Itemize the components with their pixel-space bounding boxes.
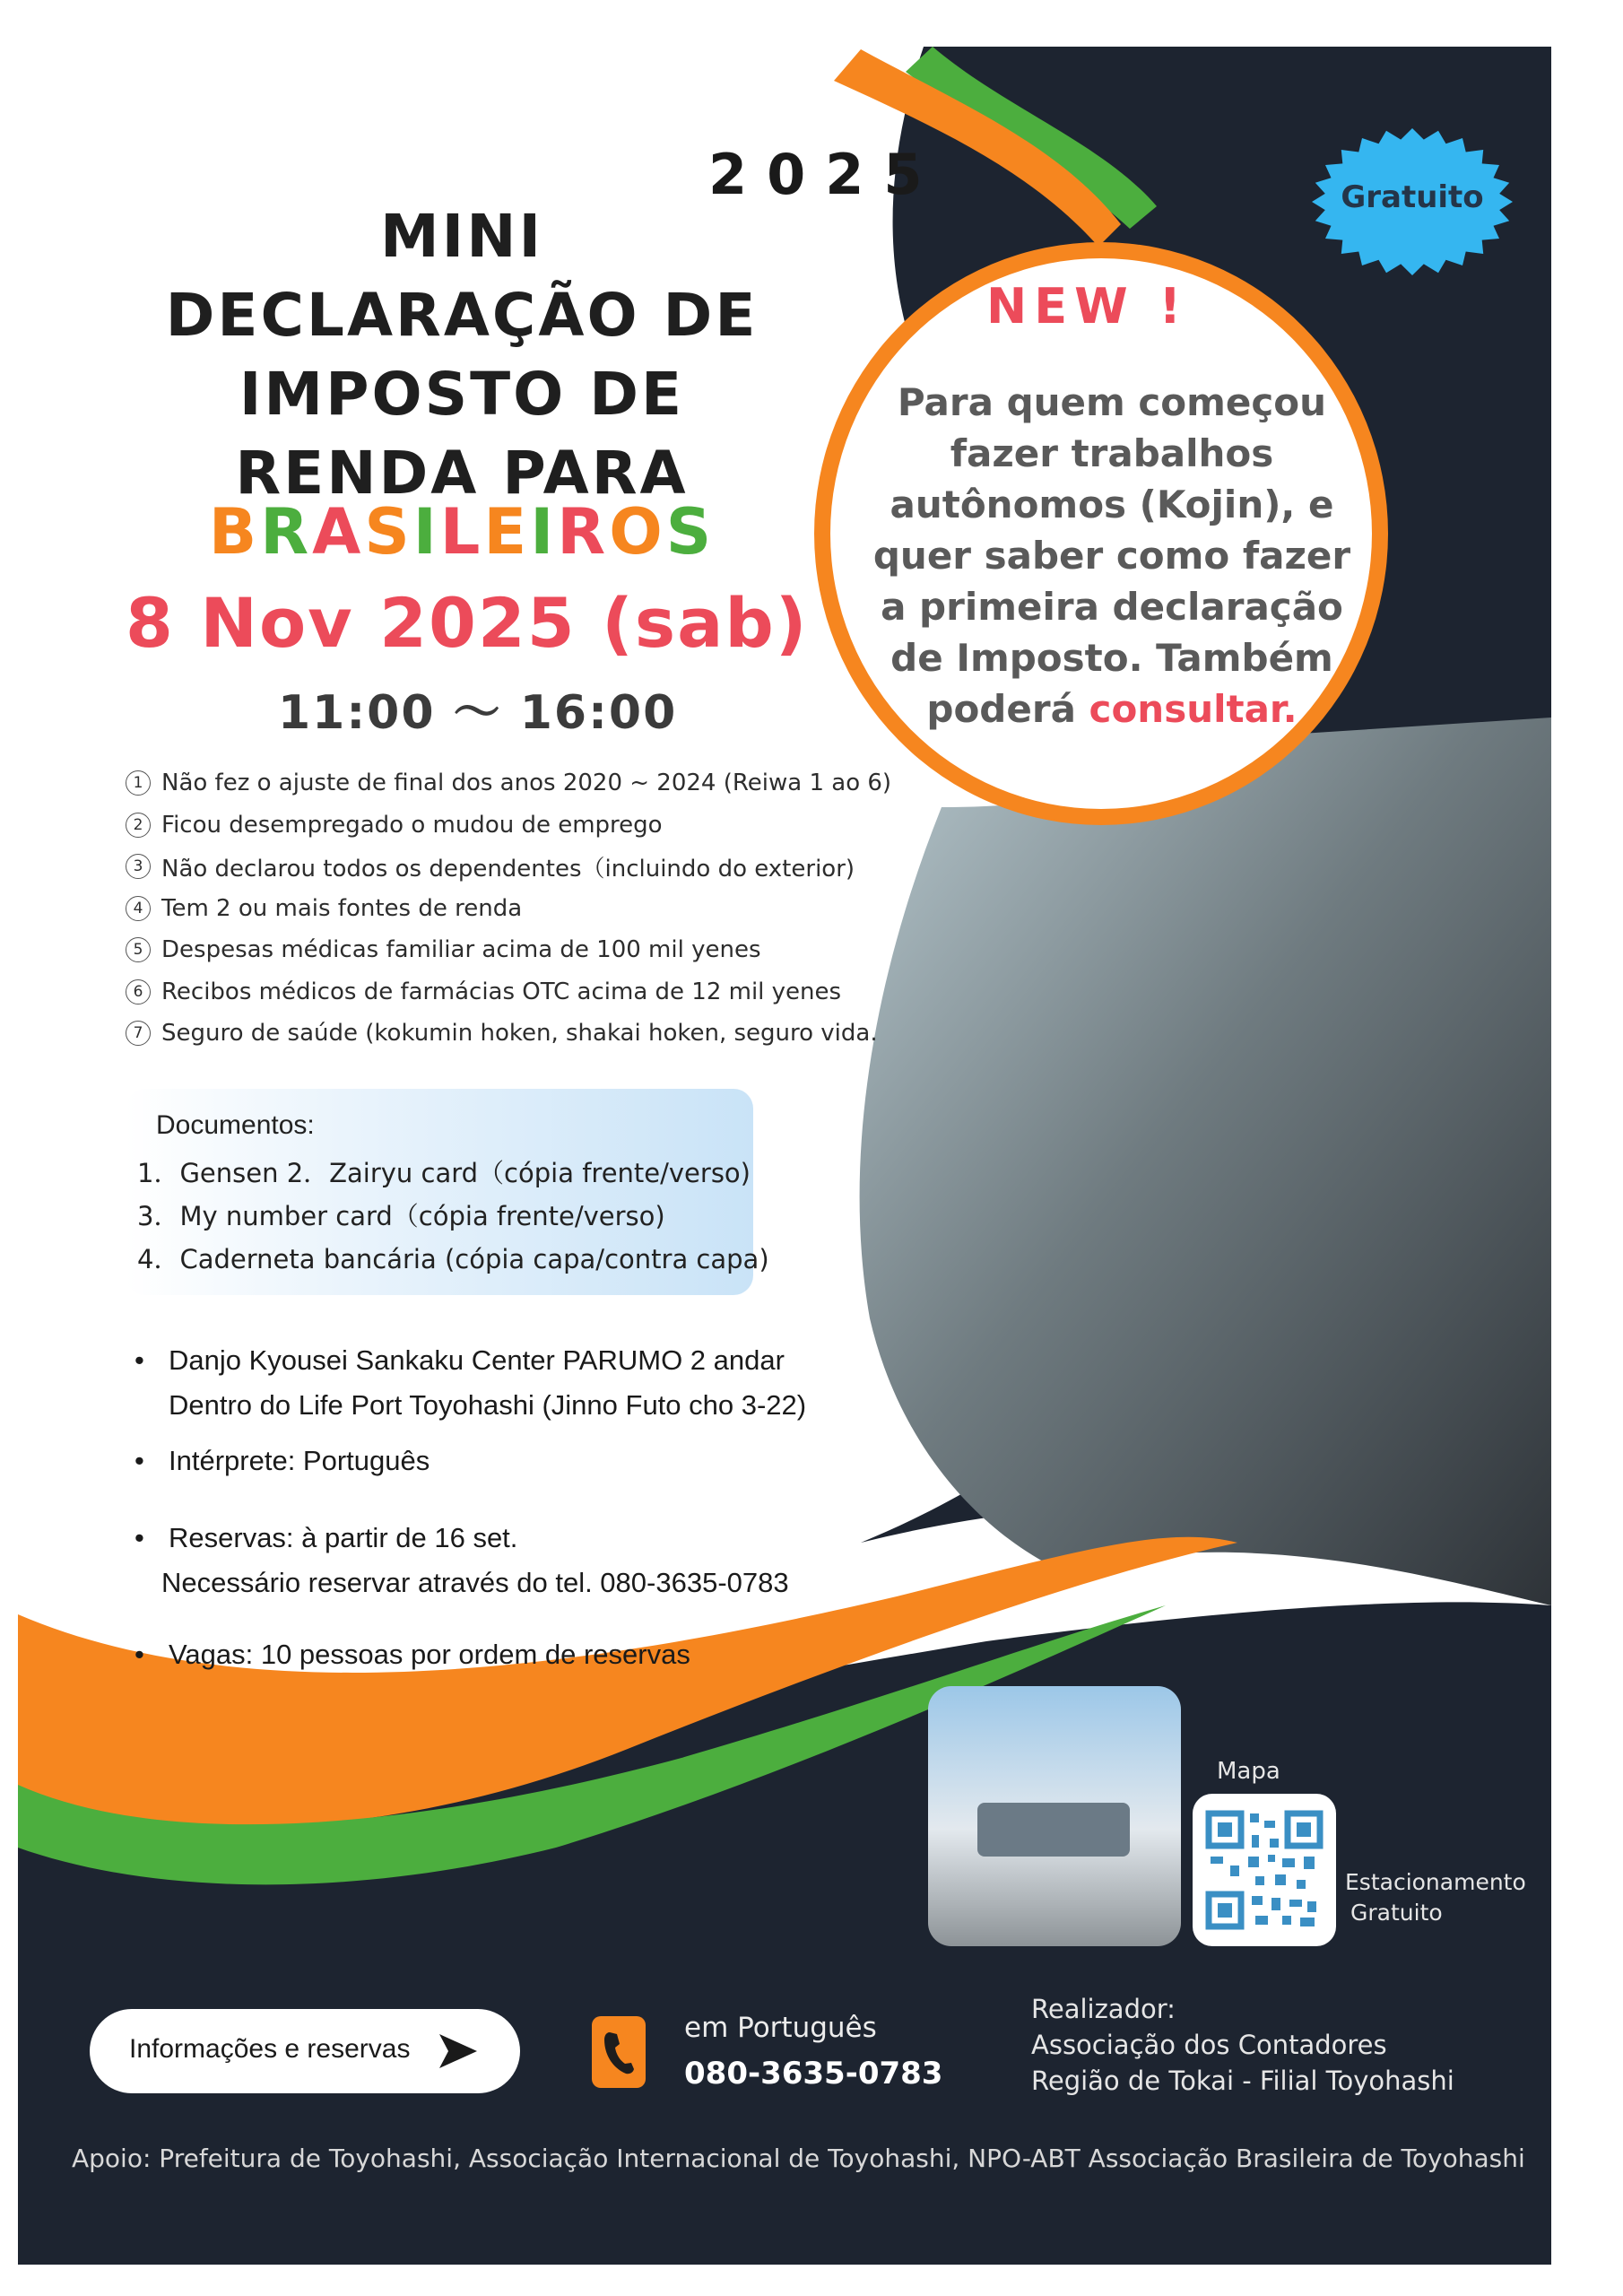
phone-icon[interactable] — [592, 2016, 646, 2088]
parking-line2: Gratuito — [1350, 1900, 1443, 1926]
highlight-letter: I — [412, 495, 440, 569]
organizer-line2: Região de Tokai - Filial Toyohashi — [1031, 2066, 1454, 2096]
year: 2025 — [708, 142, 942, 207]
main-title — [135, 197, 789, 513]
organizer-line1: Associação dos Contadores — [1031, 2030, 1387, 2060]
callout-line: Para quem começou — [897, 380, 1327, 424]
condition-item — [126, 929, 843, 971]
info-button-label: Informações e reservas — [129, 2034, 411, 2064]
documents-list — [137, 1153, 769, 1283]
title-highlight-brasileiros — [135, 495, 789, 569]
condition-item — [126, 846, 855, 888]
info-vagas — [135, 1632, 924, 1677]
consultation-photo — [860, 718, 1551, 1605]
bullet: • — [135, 1344, 144, 1376]
document-item: 3．My number card（cópia frente/verso) — [137, 1201, 665, 1231]
highlight-letter: A — [312, 495, 365, 569]
location-line1: Danjo Kyousei Sankaku Center PARUMO 2 andar — [169, 1344, 785, 1376]
callout-line: de Imposto. Também — [890, 636, 1333, 680]
new-label: NEW ! — [986, 278, 1189, 335]
title-line: RENDA PARA — [235, 439, 689, 508]
interpreter: Intérprete: Português — [169, 1445, 430, 1476]
support-text: Apoio: Prefeitura de Toyohashi, Associação Internacional de Toyohashi, NPO-ABT Associação Brasileira de Toyohashi — [72, 2144, 1525, 2173]
vagas: Vagas: 10 pessoas por ordem de reservas — [169, 1639, 690, 1670]
location-line2: Dentro do Life Port Toyohashi (Jinno Futo cho 3-22) — [169, 1389, 807, 1421]
parking-line1: Estacionamento — [1345, 1869, 1526, 1895]
condition-number: 4 — [126, 896, 151, 921]
condition-text: Não declarou todos os dependentes（incluindo do exterior) — [161, 855, 855, 883]
condition-item — [126, 888, 843, 930]
title-line: IMPOSTO DE — [239, 360, 685, 429]
condition-text: Ficou desempregado o mudou de emprego — [161, 811, 663, 839]
document-item: 1．Gensen 2．Zairyu card（cópia frente/verso) — [137, 1158, 751, 1188]
documents-box — [126, 1089, 769, 1295]
organizer-label: Realizador: — [1031, 1994, 1176, 2024]
info-location — [135, 1338, 924, 1428]
highlight-letter: S — [665, 495, 716, 569]
bullet: • — [135, 1639, 144, 1670]
highlight-letter: B — [208, 495, 261, 569]
condition-number: 2 — [126, 813, 151, 838]
callout-line: a primeira declaração — [881, 585, 1343, 629]
callout-line: autônomos (Kojin), e — [890, 483, 1334, 526]
condition-number: 7 — [126, 1021, 151, 1046]
condition-item — [126, 804, 843, 847]
condition-text: Seguro de saúde (kokumin hoken, shakai hoken, seguro vida. — [161, 1020, 878, 1048]
highlight-letter: O — [609, 495, 666, 569]
arrow-right-icon — [438, 2032, 479, 2070]
event-time: 11:00 ～ 16:00 — [278, 686, 678, 740]
condition-item — [126, 762, 892, 804]
condition-text: Recibos médicos de farmácias OTC acima de 12 mil yenes — [161, 978, 842, 1005]
organizer — [1031, 1991, 1454, 2099]
reservas-line2: Necessário reservar através do tel. 080-3635-0783 — [161, 1567, 789, 1598]
highlight-letter: S — [364, 495, 413, 569]
condition-text: Tem 2 ou mais fontes de renda — [161, 894, 523, 922]
parking-info — [1345, 1867, 1526, 1928]
contact-language: em Português — [684, 2012, 877, 2044]
info-interpreter — [135, 1439, 924, 1483]
event-date: 8 Nov 2025 (sab) — [126, 583, 809, 663]
highlight-letter: R — [557, 495, 610, 569]
documents-heading: Documentos: — [156, 1110, 315, 1140]
highlight-letter: R — [260, 495, 313, 569]
campus-building — [977, 1803, 1130, 1857]
callout-line: quer saber como fazer — [872, 534, 1351, 578]
bullet: • — [135, 1522, 144, 1553]
info-reservations-button[interactable] — [90, 2009, 520, 2093]
phone-number[interactable]: 080-3635-0783 — [684, 2056, 943, 2092]
highlight-letter: E — [483, 495, 531, 569]
qr-pattern — [1193, 1794, 1336, 1946]
condition-number: 3 — [126, 854, 151, 879]
title-line: MINI — [379, 202, 544, 271]
condition-number: 5 — [126, 937, 151, 962]
qr-code-icon[interactable] — [1193, 1794, 1336, 1946]
callout-line-last — [861, 683, 1363, 735]
condition-item — [126, 971, 843, 1013]
title-line: DECLARAÇÃO DE — [165, 281, 759, 350]
condition-text: Não fez o ajuste de final dos anos 2020 ~ 2024 (Reiwa 1 ao 6) — [161, 770, 892, 797]
callout-highlight: consultar. — [1089, 687, 1298, 731]
document-item: 4．Caderneta bancária (cópia capa/contra capa) — [137, 1244, 769, 1274]
callout-last-word: poderá — [926, 687, 1076, 731]
highlight-letter: I — [530, 495, 558, 569]
highlight-letter: L — [439, 495, 484, 569]
free-badge-label: Gratuito — [1341, 179, 1484, 215]
info-reservas — [135, 1516, 924, 1605]
conditions-list — [126, 762, 892, 1055]
condition-item — [126, 1013, 878, 1055]
condition-text: Despesas médicas familiar acima de 100 mil yenes — [161, 936, 761, 964]
callout-line: fazer trabalhos — [950, 431, 1274, 475]
condition-number: 6 — [126, 979, 151, 1004]
bullet: • — [135, 1445, 144, 1476]
reservas-line1: Reservas: à partir de 16 set. — [169, 1522, 518, 1553]
callout-text — [861, 377, 1363, 735]
condition-number: 1 — [126, 770, 151, 796]
map-label: Mapa — [1217, 1758, 1280, 1785]
